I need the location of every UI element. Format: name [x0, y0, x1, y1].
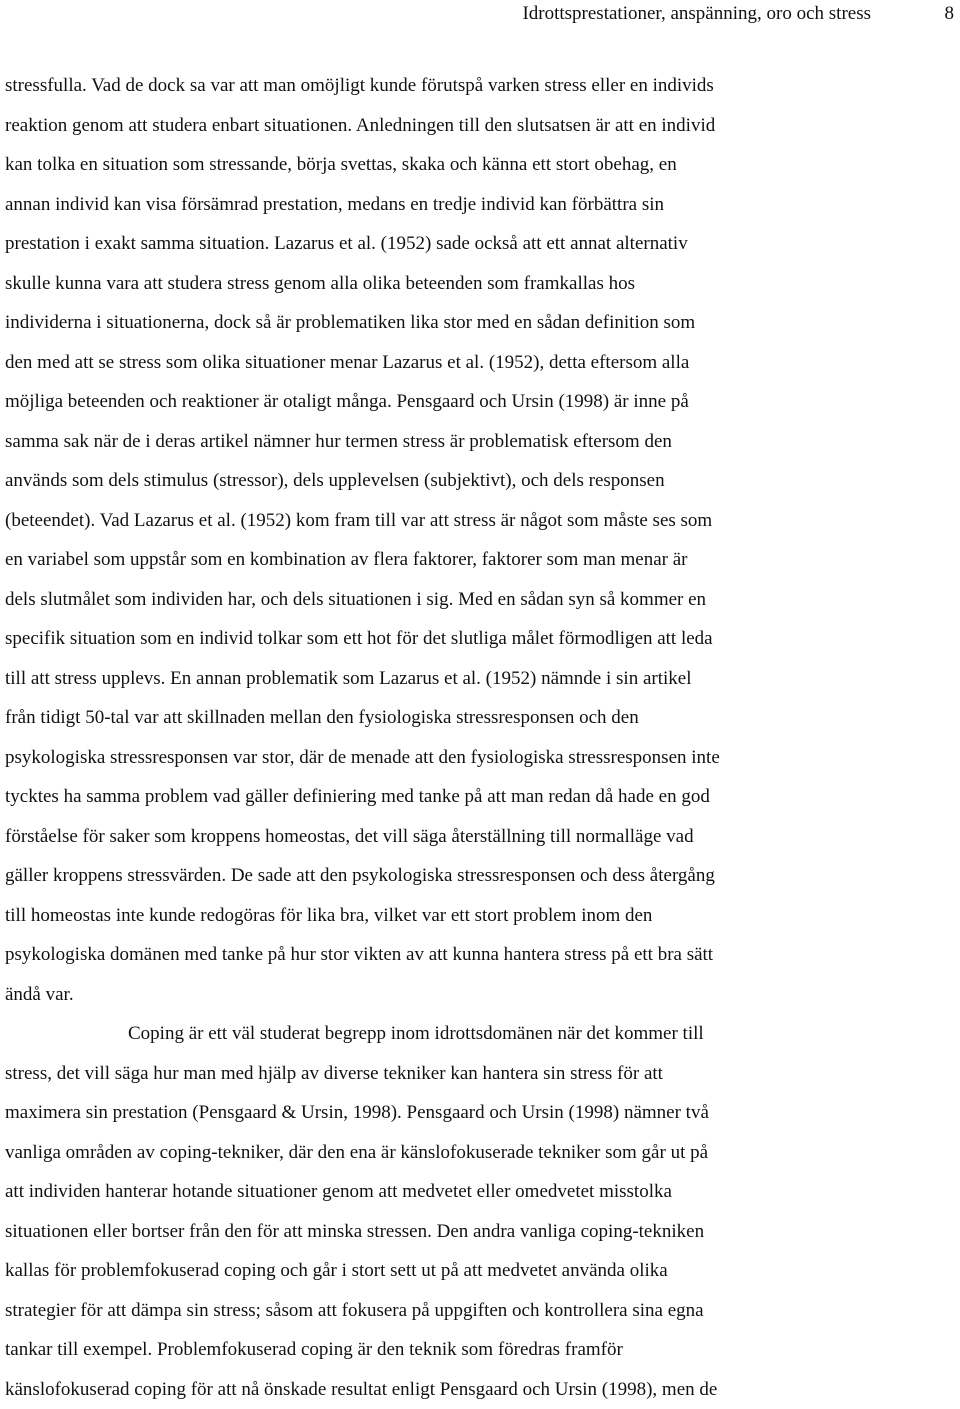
text-line: Coping är ett väl studerat begrepp inom idrottsdomänen när det kommer till: [5, 1014, 957, 1054]
text-line: situationen eller bortser från den för att minska stressen. Den andra vanliga coping-tekniken: [5, 1212, 957, 1252]
text-line: möjliga beteenden och reaktioner är otaligt många. Pensgaard och Ursin (1998) är inne på: [5, 382, 957, 422]
text-line: annan individ kan visa försämrad prestation, medans en tredje individ kan förbättra sin: [5, 185, 957, 225]
running-header: [0, 2, 960, 26]
paragraph-2: [5, 1014, 957, 1409]
text-line: tycktes ha samma problem vad gäller definiering med tanke på att man redan då hade en god: [5, 777, 957, 817]
page-number: 8: [945, 2, 955, 26]
text-line: stressfulla. Vad de dock sa var att man omöjligt kunde förutspå varken stress eller en individs: [5, 66, 957, 106]
text-line: dels slutmålet som individen har, och dels situationen i sig. Med en sådan syn så kommer en: [5, 580, 957, 620]
text-line: (beteendet). Vad Lazarus et al. (1952) kom fram till var att stress är något som måste ses som: [5, 501, 957, 541]
text-line: psykologiska stressresponsen var stor, där de menade att den fysiologiska stressresponsen inte: [5, 738, 957, 778]
text-line: kallas för problemfokuserad coping och går i stort sett ut på att medvetet använda olika: [5, 1251, 957, 1291]
text-line: ändå var.: [5, 975, 957, 1015]
text-line: att individen hanterar hotande situationer genom att medvetet eller omedvetet misstolka: [5, 1172, 957, 1212]
text-line: från tidigt 50-tal var att skillnaden mellan den fysiologiska stressresponsen och den: [5, 698, 957, 738]
text-line: känslofokuserad coping för att nå önskade resultat enligt Pensgaard och Ursin (1998), men de: [5, 1370, 957, 1409]
text-line: stress, det vill säga hur man med hjälp av diverse tekniker kan hantera sin stress för att: [5, 1054, 957, 1094]
text-line: tankar till exempel. Problemfokuserad coping är den teknik som föredras framför: [5, 1330, 957, 1370]
text-line: prestation i exakt samma situation. Lazarus et al. (1952) sade också att ett annat alternativ: [5, 224, 957, 264]
text-line: samma sak när de i deras artikel nämner hur termen stress är problematisk eftersom den: [5, 422, 957, 462]
text-line: skulle kunna vara att studera stress genom alla olika beteenden som framkallas hos: [5, 264, 957, 304]
text-line: gäller kroppens stressvärden. De sade att den psykologiska stressresponsen och dess återgång: [5, 856, 957, 896]
text-line: en variabel som uppstår som en kombination av flera faktorer, faktorer som man menar är: [5, 540, 957, 580]
text-line: kan tolka en situation som stressande, börja svettas, skaka och känna ett stort obehag, en: [5, 145, 957, 185]
text-line: förståelse för saker som kroppens homeostas, det vill säga återställning till normalläge vad: [5, 817, 957, 857]
text-line: specifik situation som en individ tolkar som ett hot för det slutliga målet förmodligen att leda: [5, 619, 957, 659]
running-header-title: Idrottsprestationer, anspänning, oro och stress: [522, 2, 871, 26]
text-line: används som dels stimulus (stressor), dels upplevelsen (subjektivt), och dels responsen: [5, 461, 957, 501]
text-line: den med att se stress som olika situationer menar Lazarus et al. (1952), detta eftersom alla: [5, 343, 957, 383]
text-line: individerna i situationerna, dock så är problematiken lika stor med en sådan definition som: [5, 303, 957, 343]
paragraph-1: [5, 66, 957, 1014]
text-line: till homeostas inte kunde redogöras för lika bra, vilket var ett stort problem inom den: [5, 896, 957, 936]
text-line: till att stress upplevs. En annan problematik som Lazarus et al. (1952) nämnde i sin artikel: [5, 659, 957, 699]
text-line: maximera sin prestation (Pensgaard & Ursin, 1998). Pensgaard och Ursin (1998) nämner två: [5, 1093, 957, 1133]
text-line: psykologiska domänen med tanke på hur stor vikten av att kunna hantera stress på ett bra sätt: [5, 935, 957, 975]
text-line: vanliga områden av coping-tekniker, där den ena är känslofokuserade tekniker som går ut på: [5, 1133, 957, 1173]
text-line: reaktion genom att studera enbart situationen. Anledningen till den slutsatsen är att en individ: [5, 106, 957, 146]
body-text: [5, 66, 957, 1409]
text-line: strategier för att dämpa sin stress; såsom att fokusera på uppgiften och kontrollera sina egna: [5, 1291, 957, 1331]
